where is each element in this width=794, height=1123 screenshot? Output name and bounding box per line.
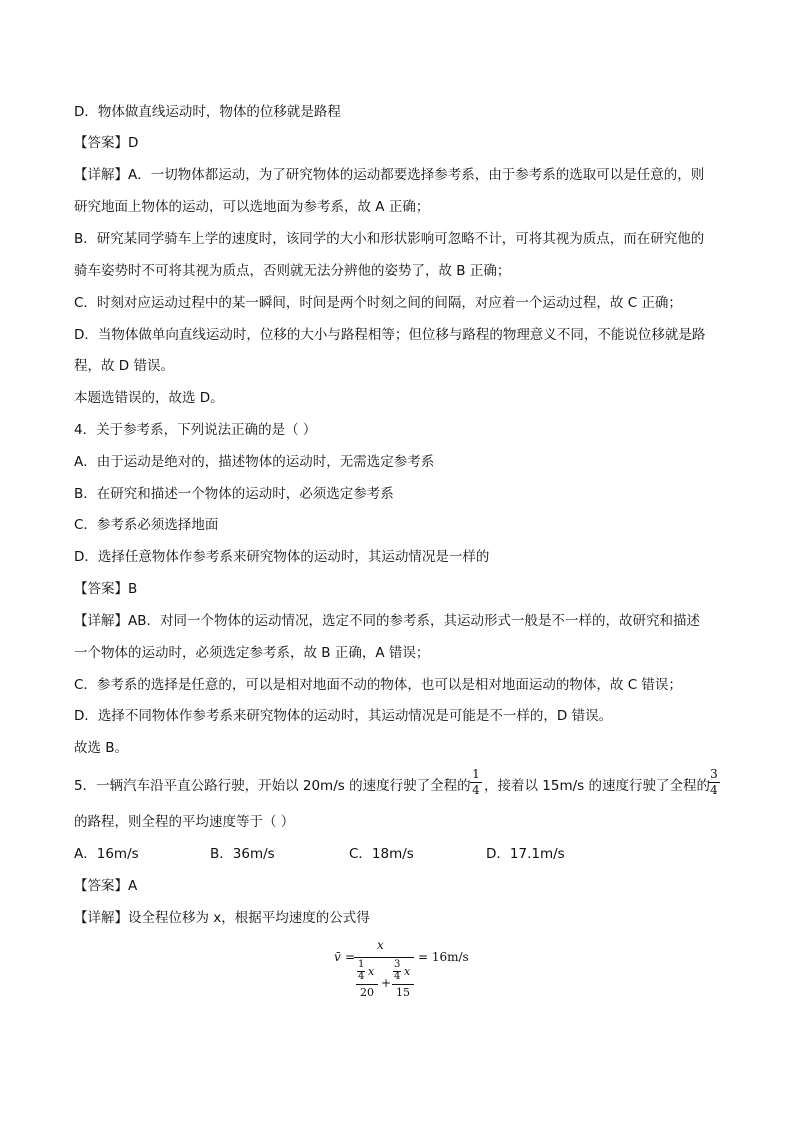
- main-fraction-bar: [354, 957, 414, 958]
- answer-label-q3: 【答案】D: [74, 135, 139, 151]
- fraction-denominator: 4: [710, 783, 718, 797]
- option-d-q4: D．选择任意物体作参考系来研究物体的运动时，其运动情况是一样的: [74, 549, 490, 565]
- fraction-three-quarters: [708, 768, 720, 797]
- explanation-line: 骑车姿势时不可将其视为质点，否则就无法分辨他的姿势了，故 B 正确；: [74, 263, 511, 279]
- question-4-stem: 4．关于参考系，下列说法正确的是（ ）: [74, 422, 317, 438]
- option-b-q5: B．36m/s: [210, 846, 275, 862]
- formula-equals: =: [345, 950, 356, 964]
- explanation-line: 【详解】A．一切物体都运动，为了研究物体的运动都要选择参考系，由于参考系的选取可以是任意的，则: [74, 167, 705, 183]
- term2-bottom: 15: [396, 986, 410, 999]
- explanation-line: B．研究某同学骑车上学的速度时，该同学的大小和形状影响可忽略不计，可将其视为质点，而在研究他的: [74, 231, 705, 247]
- term1-var: x: [368, 965, 375, 978]
- average-velocity-formula: [332, 940, 472, 1010]
- term2-small-num: 3: [394, 959, 401, 970]
- formula-numerator: x: [377, 938, 384, 952]
- fraction-numerator: 1: [472, 767, 480, 781]
- answer-label-q5: 【答案】A: [74, 878, 138, 894]
- term2-bar: [392, 984, 414, 985]
- explanation-line: 【详解】AB．对同一个物体的运动情况，选定不同的参考系，其运动形式一般是不一样的，故研究和描述: [74, 613, 700, 629]
- conclusion-line: 故选 B。: [74, 740, 129, 756]
- option-b-q4: B．在研究和描述一个物体的运动时，必须选定参考系: [74, 486, 394, 502]
- term2-small-den: 4: [394, 971, 401, 982]
- option-d-q5: D．17.1m/s: [486, 846, 565, 862]
- term1-bottom: 20: [360, 986, 374, 999]
- term2-var: x: [404, 965, 411, 978]
- explanation-line: D．选择不同物体作参考系来研究物体的运动时，其运动情况是可能是不一样的，D 错误。: [74, 708, 613, 724]
- explanation-line: 研究地面上物体的运动，可以选地面为参考系，故 A 正确；: [74, 199, 430, 215]
- option-c-q4: C．参考系必须选择地面: [74, 517, 219, 533]
- formula-plus: +: [381, 976, 392, 990]
- option-d-q3: D．物体做直线运动时，物体的位移就是路程: [74, 104, 341, 120]
- option-a-q4: A．由于运动是绝对的，描述物体的运动时，无需选定参考系: [74, 454, 435, 470]
- explanation-line: 一个物体的运动时，必须选定参考系，故 B 正确，A 错误；: [74, 645, 430, 661]
- fraction-denominator: 4: [472, 783, 480, 797]
- question-5-stem-part1: 5．一辆汽车沿平直公路行驶，开始以 20m/s 的速度行驶了全程的: [74, 778, 471, 794]
- explanation-line: C．时刻对应运动过程中的某一瞬间，时间是两个时刻之间的间隔，对应着一个运动过程，故 C 正确；: [74, 295, 682, 311]
- explanation-line: 【详解】设全程位移为 x，根据平均速度的公式得: [74, 910, 370, 926]
- explanation-line: 程，故 D 错误。: [74, 358, 174, 374]
- question-5-stem-line2: 的路程，则全程的平均速度等于（ ）: [74, 814, 295, 830]
- explanation-line: D．当物体做单向直线运动时，位移的大小与路程相等；但位移与路程的物理意义不同，不能说位移就是路: [74, 327, 706, 343]
- term1-small-num: 1: [358, 959, 365, 970]
- question-5-stem-part2: ，接着以 15m/s 的速度行驶了全程的: [484, 778, 710, 794]
- option-a-q5: A．16m/s: [74, 846, 139, 862]
- explanation-line: C．参考系的选择是任意的，可以是相对地面不动的物体，也可以是相对地面运动的物体，故 C 错误；: [74, 677, 682, 693]
- option-c-q5: C．18m/s: [349, 846, 414, 862]
- term1-bar: [356, 984, 378, 985]
- fraction-numerator: 3: [710, 767, 718, 781]
- formula-lhs: v̄: [334, 950, 341, 964]
- answer-label-q4: 【答案】B: [74, 581, 138, 597]
- formula-result: = 16m/s: [418, 950, 469, 964]
- conclusion-line: 本题选错误的，故选 D。: [74, 390, 224, 406]
- term1-small-den: 4: [358, 971, 365, 982]
- fraction-one-quarter: [470, 768, 482, 797]
